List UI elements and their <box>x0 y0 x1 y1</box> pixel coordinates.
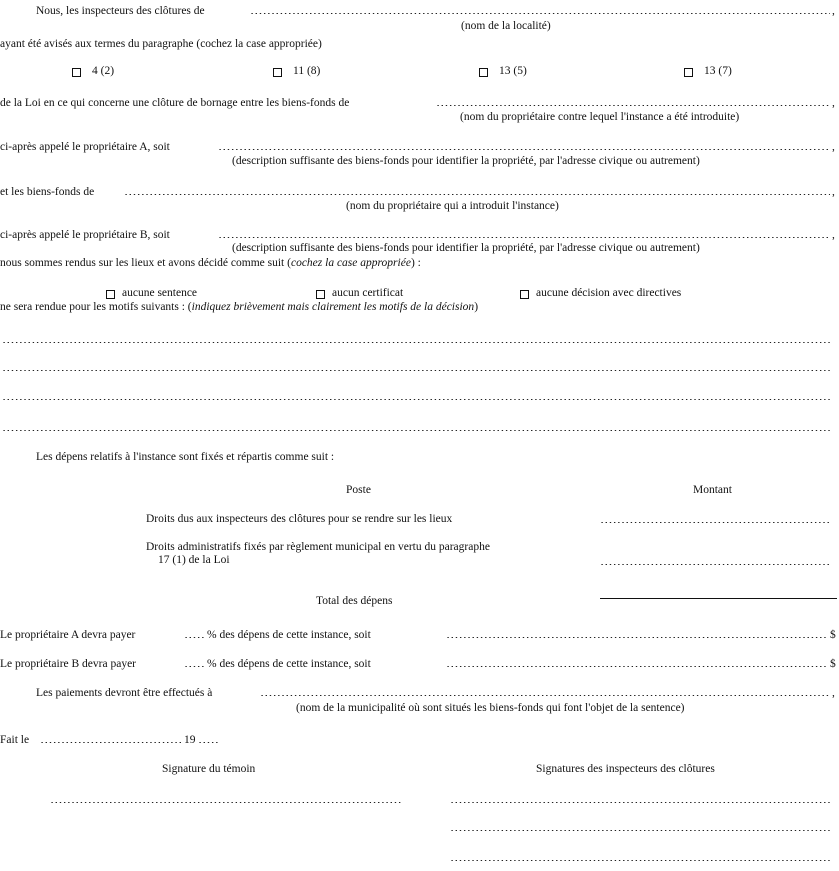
checkbox-no-decision-with-directives[interactable] <box>520 290 529 299</box>
checkbox-paragraph-11-8[interactable] <box>273 68 282 77</box>
comma: , <box>832 141 835 153</box>
payment-text: Les paiements devront être effectués à <box>36 687 213 699</box>
owner-b-payment-suffix: % des dépens de cette instance, soit <box>207 658 371 670</box>
date-field[interactable] <box>40 742 182 743</box>
comma: , <box>832 186 835 198</box>
currency-symbol: $ <box>830 658 836 670</box>
cost-row-admin-fees-line1: Droits administratifs fixés par règlement municipal en vertu du paragraphe <box>146 541 490 553</box>
owner-a-text: ci-après appelé le propriétaire A, soit <box>0 141 170 153</box>
owner-b-payment-prefix: Le propriétaire B devra payer <box>0 658 137 670</box>
defendant-owner-field[interactable] <box>436 105 830 106</box>
reasons-line-2[interactable] <box>2 370 830 371</box>
comma: , <box>832 5 835 17</box>
checkbox-no-certificate[interactable] <box>316 290 325 299</box>
column-header-item: Poste <box>346 484 371 496</box>
inspector-signature-line-1[interactable] <box>450 802 832 803</box>
intro-text: Nous, les inspecteurs des clôtures de <box>36 5 205 17</box>
locality-field[interactable] <box>250 13 830 14</box>
owner-a-percent-field[interactable] <box>184 637 206 638</box>
comma: , <box>832 229 835 241</box>
plaintiff-owner-field[interactable] <box>124 194 830 195</box>
checkbox-paragraph-4-2[interactable] <box>72 68 81 77</box>
lands-text: et les biens-fonds de <box>0 186 95 198</box>
checkbox-paragraph-13-5[interactable] <box>479 68 488 77</box>
reasons-text: ne sera rendue pour les motifs suivants : (indiquez brièvement mais clairement les motifs de la décision) <box>0 301 479 313</box>
costs-intro: Les dépens relatifs à l'instance sont fixés et répartis comme suit : <box>36 451 335 463</box>
defendant-owner-hint: (nom du propriétaire contre lequel l'instance a été introduite) <box>460 111 740 123</box>
amount-travel-fees-field[interactable] <box>600 522 830 523</box>
owner-a-amount-field[interactable] <box>446 637 828 638</box>
inspectors-signatures-label: Signatures des inspecteurs des clôtures <box>536 763 715 775</box>
decision-text: nous sommes rendus sur les lieux et avons décidé comme suit (cochez la case appropriée) : <box>0 257 421 269</box>
done-on-prefix: Fait le <box>0 734 30 746</box>
decision-option-label: aucune sentence <box>122 287 198 299</box>
payment-hint: (nom de la municipalité où sont situés les biens-fonds qui font l'objet de la sentence) <box>296 702 685 714</box>
cost-row-admin-fees-line2: 17 (1) de la Loi <box>158 554 230 566</box>
paragraph-option-label: 13 (7) <box>704 65 732 77</box>
paragraph-option-label: 13 (5) <box>499 65 527 77</box>
law-text: de la Loi en ce qui concerne une clôture de bornage entre les biens-fonds de <box>0 97 350 109</box>
owner-b-amount-field[interactable] <box>446 666 828 667</box>
owner-b-hint: (description suffisante des biens-fonds pour identifier la propriété, par l'adresse civique ou autrement) <box>232 242 700 254</box>
inspector-signature-line-3[interactable] <box>450 860 832 861</box>
checkbox-no-award[interactable] <box>106 290 115 299</box>
year-prefix: 19 <box>184 734 196 746</box>
decision-option-label: aucun certificat <box>332 287 404 299</box>
owner-a-description-field[interactable] <box>218 149 830 150</box>
reasons-line-1[interactable] <box>2 342 830 343</box>
reasons-line-3[interactable] <box>2 399 830 400</box>
amount-admin-fees-field[interactable] <box>600 564 830 565</box>
reasons-line-4[interactable] <box>2 430 830 431</box>
owner-a-payment-suffix: % des dépens de cette instance, soit <box>207 629 371 641</box>
inspector-signature-line-2[interactable] <box>450 830 832 831</box>
decision-option-label: aucune décision avec directives <box>536 287 682 299</box>
total-costs-label: Total des dépens <box>316 595 393 607</box>
owner-b-text: ci-après appelé le propriétaire B, soit <box>0 229 170 241</box>
witness-signature-line[interactable] <box>50 802 402 803</box>
checkbox-paragraph-13-7[interactable] <box>684 68 693 77</box>
cost-row-travel-fees: Droits dus aux inspecteurs des clôtures pour se rendre sur les lieux <box>146 513 453 525</box>
owner-a-hint: (description suffisante des biens-fonds pour identifier la propriété, par l'adresse civique ou autrement) <box>232 155 700 167</box>
payment-municipality-field[interactable] <box>260 695 830 696</box>
column-header-amount: Montant <box>693 484 732 496</box>
plaintiff-owner-hint: (nom du propriétaire qui a introduit l'instance) <box>346 200 559 212</box>
witness-signature-label: Signature du témoin <box>162 763 256 775</box>
paragraph-option-label: 4 (2) <box>92 65 115 77</box>
locality-hint: (nom de la localité) <box>461 20 551 32</box>
owner-b-percent-field[interactable] <box>184 666 206 667</box>
total-costs-line[interactable] <box>600 598 837 599</box>
currency-symbol: $ <box>830 629 836 641</box>
comma: , <box>832 687 835 699</box>
owner-b-description-field[interactable] <box>218 237 830 238</box>
notice-text: ayant été avisés aux termes du paragraphe (cochez la case appropriée) <box>0 38 322 50</box>
comma: , <box>832 97 835 109</box>
owner-a-payment-prefix: Le propriétaire A devra payer <box>0 629 136 641</box>
paragraph-option-label: 11 (8) <box>293 65 321 77</box>
year-field[interactable] <box>198 742 220 743</box>
